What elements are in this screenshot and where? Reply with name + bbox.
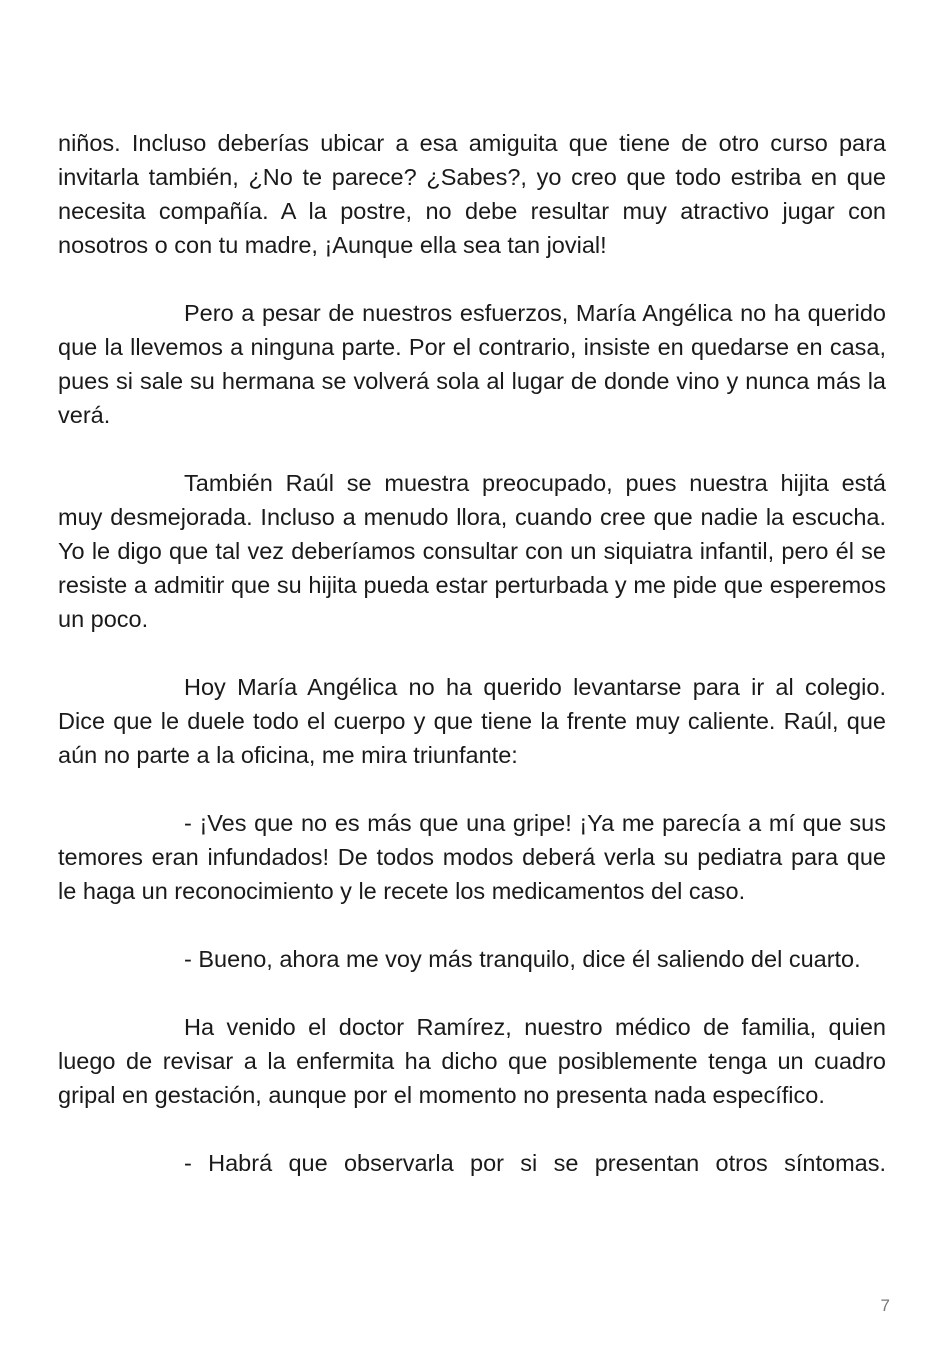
page-number: 7 bbox=[880, 1296, 890, 1315]
paragraph-8: - Habrá que observarla por si se presentan otros síntomas. bbox=[184, 1150, 886, 1176]
paragraph-7: Ha venido el doctor Ramírez, nuestro médico de familia, quien luego de revisar a la enfermita ha dicho que posiblemente tenga un cuadro gripal en gestación, aunque por el momento no presenta nada específico. bbox=[58, 1014, 886, 1108]
paragraph-6: - Bueno, ahora me voy más tranquilo, dice él saliendo del cuarto. bbox=[184, 946, 861, 972]
document-body bbox=[58, 126, 886, 1180]
paragraph-2: Pero a pesar de nuestros esfuerzos, María Angélica no ha querido que la llevemos a ninguna parte. Por el contrario, insiste en quedarse en casa, pues si sale su hermana se volverá sola al lugar de donde vino y nunca más la verá. bbox=[58, 300, 886, 428]
paragraph-3: También Raúl se muestra preocupado, pues nuestra hijita está muy desmejorada. Incluso a menudo llora, cuando cree que nadie la escucha. Yo le digo que tal vez deberíamos consultar con un siquiatra infantil, pero él se resiste a admitir que su hijita pueda estar perturbada y me pide que esperemos un poco. bbox=[58, 470, 886, 632]
paragraph-5: - ¡Ves que no es más que una gripe! ¡Ya me parecía a mí que sus temores eran infundados! De todos modos deberá verla su pediatra para que le haga un reconocimiento y le recete los medicamentos del caso. bbox=[58, 810, 886, 904]
paragraph-1: niños. Incluso deberías ubicar a esa amiguita que tiene de otro curso para invitarla también, ¿No te parece? ¿Sabes?, yo creo que todo estriba en que necesita compañía. A la postre, no debe resultar muy atractivo jugar con nosotros o con tu madre, ¡Aunque ella sea tan jovial! bbox=[58, 130, 886, 258]
paragraph-4: Hoy María Angélica no ha querido levantarse para ir al colegio. Dice que le duele todo el cuerpo y que tiene la frente muy caliente. Raúl, que aún no parte a la oficina, me mira triunfante: bbox=[58, 674, 886, 768]
